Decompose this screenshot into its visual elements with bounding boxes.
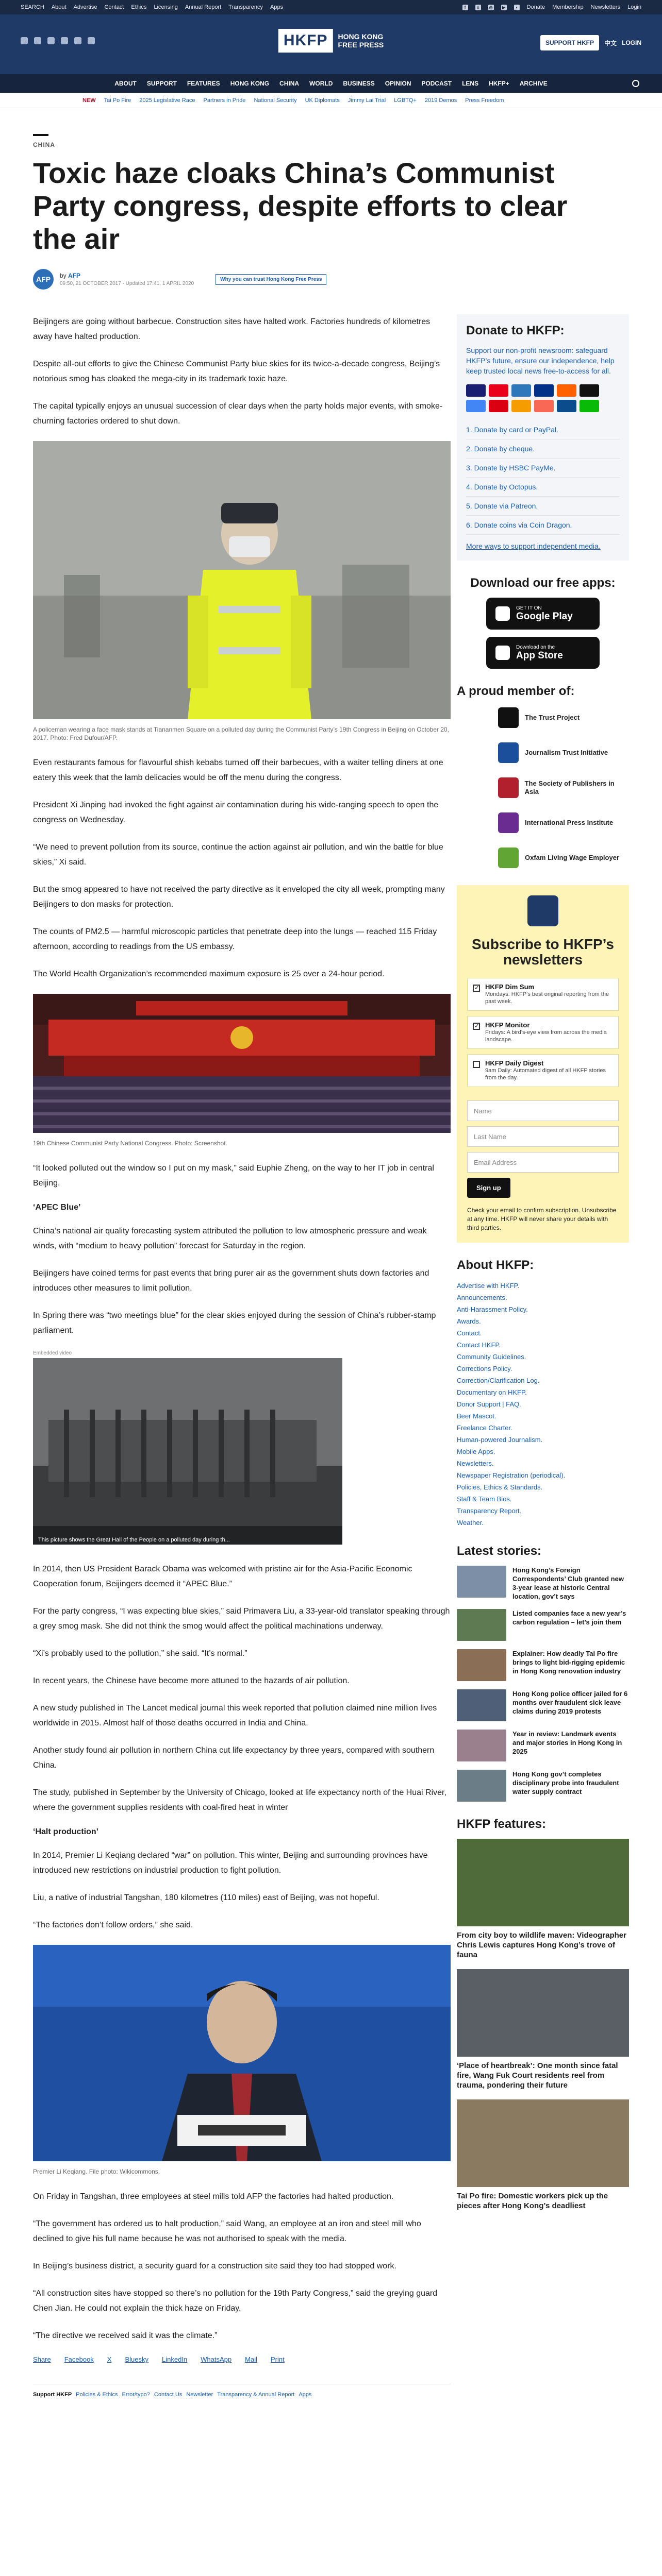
paragraph: “The directive we received said it was the climate.” [33, 2331, 218, 2340]
sopa-logo [498, 777, 519, 798]
about-list [457, 1280, 629, 1529]
trending-link[interactable]: 2025 Legislative Race [139, 97, 195, 104]
feature-image [457, 1969, 629, 2057]
share-bluesky[interactable]: Bluesky [125, 2355, 148, 2363]
memberships-widget [457, 684, 629, 870]
paragraph: China’s national air quality forecasting system attributed the pollution to low atmospheric pressure and weak winds, with “medium to heavy pollution” forecast for Saturday in the region. [33, 1227, 427, 1250]
search-link[interactable]: SEARCH [21, 4, 44, 10]
about-link[interactable]: Community Guidelines. [457, 1353, 526, 1361]
embedded-video[interactable] [33, 1350, 342, 1546]
paragraph: Despite all-out efforts to give the Chinese Communist Party blue skies for its twice-a-decade congress, Beijing’s notorious smog has cloaked the mega-city in its trademark toxic haze. [33, 360, 440, 383]
paragraph: In Beijing’s business district, a security guard for a construction site said they too had stopped work. [33, 2262, 396, 2270]
ipi-logo [498, 812, 519, 833]
article-body [33, 314, 451, 2398]
share-print[interactable]: Print [270, 2355, 285, 2363]
footer-link[interactable]: Newsletter [186, 2392, 213, 2398]
article-dates: 09:50, 21 OCTOBER 2017 · Updated 17:41, 1 APRIL 2020 [60, 281, 194, 286]
oxfam-logo [498, 848, 519, 868]
member-name: The Trust Project [525, 714, 580, 721]
nav-features[interactable]: FEATURES [187, 80, 220, 87]
paragraph: Beijingers are going without barbecue. Construction sites have halted work. Factories hundreds of kilometres away have halted production. [33, 317, 431, 341]
footer-link[interactable]: Apps [299, 2392, 312, 2398]
donate-text[interactable]: Support our non-profit newsroom: safeguard HKFP’s future, ensure our independence, help keep trusted local news free-to-access for all. [466, 346, 615, 375]
about-link[interactable]: Beer Mascot. [457, 1412, 496, 1420]
about-link[interactable]: Anti-Harassment Policy. [457, 1306, 528, 1313]
newsletter-option-dim-sum[interactable] [467, 978, 619, 1011]
paypal-icon[interactable] [534, 384, 554, 397]
trending-link[interactable]: National Security [254, 97, 297, 104]
story-title: Hong Kong’s Foreign Correspondents’ Club granted new 3-year lease at historic Central location, gov’t says [512, 1566, 624, 1600]
latest-story[interactable] [457, 1689, 629, 1721]
about-link[interactable]: Announcements. [457, 1294, 507, 1301]
about-link[interactable]: Newsletters. [457, 1460, 494, 1467]
newsletter-desc: Fridays: A bird’s-eye view from across the media landscape. [485, 1029, 607, 1043]
latest-story[interactable] [457, 1566, 629, 1601]
google-play-button[interactable] [486, 598, 600, 630]
story-title: Hong Kong gov’t completes disciplinary probe into fraudulent water supply contract [512, 1770, 619, 1795]
latest-story[interactable] [457, 1730, 629, 1761]
newsletter-widget [457, 885, 629, 1243]
paragraph: The capital typically enjoys an unusual succession of clear days when the party holds major events, with smoke-churning factories ordered to shut down. [33, 402, 443, 426]
about-link[interactable]: Contact. [457, 1329, 482, 1337]
about-link[interactable]: Contact HKFP. [457, 1341, 501, 1349]
newsletter-name: HKFP Dim Sum [485, 983, 535, 991]
photo-policeman [33, 441, 451, 719]
top-link-transparency[interactable]: Transparency [228, 4, 263, 10]
sidebar [457, 314, 629, 2220]
top-link-ethics[interactable]: Ethics [131, 4, 147, 10]
story-thumbnail [457, 1609, 506, 1641]
about-link[interactable]: Weather. [457, 1519, 484, 1527]
latest-story[interactable] [457, 1609, 629, 1641]
member-oxfam[interactable] [498, 846, 629, 870]
paragraph: President Xi Jinping had invoked the fight against air contamination during his wide-ranging speech to open the congress on Wednesday. [33, 801, 439, 824]
article-footer-links [33, 2384, 451, 2398]
paragraph: The study, published in September by the University of Chicago, looked at life expectancy north of the Huai River, where the government supplies residents with coal-fired heat in winter [33, 1788, 446, 1812]
embed-label: Embedded video [33, 1350, 72, 1356]
donate-method[interactable]: 5. Donate via Patreon. [466, 497, 620, 516]
trending-link[interactable]: Jimmy Lai Trial [347, 97, 386, 104]
photo-congress [33, 994, 451, 1133]
logo-mark: HKFP [278, 29, 333, 53]
rss-icon[interactable]: ◗ [514, 5, 520, 10]
paragraph: In 2014, then US President Barack Obama was welcomed with pristine air for the Asia-Pacific Economic Cooperation forum, Beijingers deemed it “APEC Blue.” [33, 1565, 412, 1588]
about-title: About HKFP: [457, 1258, 534, 1272]
paragraph: In Spring there was “two meetings blue” for the clear skies enjoyed during the session of China’s rubber-stamp parliament. [33, 1311, 436, 1335]
photo-li-keqiang [33, 1945, 451, 2161]
donate-method[interactable]: 2. Donate by cheque. [466, 439, 620, 459]
checkbox-checked[interactable] [473, 985, 480, 992]
apple-pay-icon[interactable] [580, 384, 599, 397]
top-link-apps[interactable]: Apps [270, 4, 284, 10]
first-name-field[interactable]: Name [467, 1100, 619, 1121]
photo-caption: A policeman wearing a face mask stands at Tiananmen Square on a polluted day during the Communist Party’s 19th Congress in Beijing on October 20, 2017. Photo: Fred Dufour/AFP. [33, 726, 449, 741]
email-field[interactable]: Email Address [467, 1152, 619, 1173]
newsletter-name: HKFP Daily Digest [485, 1059, 544, 1067]
paragraph: A new study published in The Lancet medical journal this week reported that pollution claimed nine million lives worldwide in 2015. Almost half of those deaths occurred in India and China. [33, 1704, 437, 1727]
about-link[interactable]: Human-powered Journalism. [457, 1436, 543, 1444]
mastercard-icon[interactable] [489, 384, 508, 397]
trending-link[interactable]: LGBTQ+ [394, 97, 417, 104]
top-link-login[interactable]: Login [627, 4, 641, 10]
newsletter-icon [527, 895, 558, 926]
instagram-icon[interactable] [47, 37, 55, 44]
nav-china[interactable]: CHINA [279, 80, 300, 87]
about-link[interactable]: Advertise with HKFP. [457, 1282, 520, 1290]
share-x[interactable]: X [107, 2355, 112, 2363]
x-icon[interactable]: x [475, 5, 481, 10]
share-mail[interactable]: Mail [245, 2355, 257, 2363]
feature-image [457, 1839, 629, 1926]
subheading: ‘APEC Blue’ [33, 1203, 81, 1212]
paragraph: In recent years, the Chinese have become more attuned to the hazards of air pollution. [33, 1676, 350, 1685]
site-logo[interactable] [278, 29, 384, 53]
paragraph: “The factories don’t follow orders,” she said. [33, 1921, 193, 1929]
paragraph: “It looked polluted out the window so I put on my mask,” said Euphie Zheng, on the way to her IT job in central Beijing. [33, 1164, 434, 1188]
nav-archive[interactable]: ARCHIVE [519, 80, 548, 87]
footer-link[interactable]: Contact Us [154, 2392, 183, 2398]
google-pay-icon[interactable] [466, 400, 486, 412]
support-hkfp-link[interactable]: Support HKFP [33, 2392, 72, 2398]
top-link-annual-report[interactable]: Annual Report [185, 4, 222, 10]
youtube-icon[interactable]: ▶ [501, 5, 507, 10]
latest-title: Latest stories: [457, 1544, 542, 1558]
donate-method[interactable]: 3. Donate by HSBC PayMe. [466, 459, 620, 478]
about-link[interactable]: Awards. [457, 1317, 481, 1325]
paragraph: On Friday in Tangshan, three employees at steel mills told AFP the factories had halted production. [33, 2192, 394, 2201]
top-link-about[interactable]: About [51, 4, 67, 10]
top-link-donate[interactable]: Donate [526, 4, 545, 10]
feature-title: From city boy to wildlife maven: Videographer Chris Lewis captures Hong Kong’s trove of fauna [457, 1931, 626, 1959]
about-link[interactable]: Documentary on HKFP. [457, 1388, 527, 1396]
paragraph: For the party congress, “I was expecting blue skies,” said Primavera Liu, a 33-year-old translator speaking through a grey smog mask. She did not think the smog would affect the political machinations underway. [33, 1607, 450, 1631]
story-title: Hong Kong police officer jailed for 6 months over fraudulent sick leave claims during 2019 protests [512, 1690, 628, 1715]
patreon-icon[interactable] [534, 400, 554, 412]
nav-lens[interactable]: LENS [462, 80, 479, 87]
paragraph: Even restaurants famous for flavourful shish kebabs turned off their barbecues, with a waiter telling diners at one eatery this week that the lamb delicacies would be off the menu during the congress. [33, 758, 443, 782]
story-thumbnail [457, 1566, 506, 1598]
google-play-small: GET IT ON [516, 605, 542, 611]
main-nav [0, 74, 662, 93]
logo-line-1: HONG KONG [338, 32, 384, 41]
donation-methods-list [466, 420, 620, 535]
language-link[interactable]: 中文 [604, 39, 617, 47]
facebook-icon[interactable]: f [462, 5, 468, 10]
unionpay-icon[interactable] [557, 400, 576, 412]
nav-opinion[interactable]: OPINION [385, 80, 411, 87]
paragraph: The World Health Organization’s recommended maximum exposure is 25 over a 24-hour period. [33, 970, 385, 978]
member-ipi[interactable] [498, 811, 629, 835]
nav-business[interactable]: BUSINESS [343, 80, 375, 87]
feature-title: Tai Po fire: Domestic workers pick up the pieces after Hong Kong’s deadliest [457, 2192, 608, 2210]
story-title: Year in review: Landmark events and major stories in Hong Kong in 2025 [512, 1730, 622, 1755]
photo-caption: Premier Li Keqiang. File photo: Wikicommons. [33, 2168, 160, 2175]
top-link-advertise[interactable]: Advertise [73, 4, 97, 10]
about-widget [457, 1258, 629, 1529]
member-name: Journalism Trust Initiative [525, 749, 608, 756]
trending-link[interactable]: Partners in Pride [203, 97, 246, 104]
app-store-button[interactable] [486, 637, 600, 669]
feature-story[interactable] [457, 2099, 629, 2211]
newsletter-desc: 9am Daily: Automated digest of all HKFP stories from the day. [485, 1067, 606, 1081]
nav-hong-kong[interactable]: HONG KONG [230, 80, 270, 87]
share-linkedin[interactable]: LinkedIn [162, 2355, 188, 2363]
app-store-small: Download on the [516, 644, 555, 650]
top-link-membership[interactable]: Membership [552, 4, 584, 10]
visa-icon[interactable] [466, 384, 486, 397]
newsletter-note: Check your email to confirm subscription. Unsubscribe at any time. HKFP will never share your details with third parties. [467, 1207, 617, 1231]
about-link[interactable]: Policies, Ethics & Standards. [457, 1483, 543, 1491]
checkbox-unchecked[interactable] [473, 1061, 480, 1068]
wechat-pay-icon[interactable] [580, 400, 599, 412]
x-icon[interactable] [34, 37, 41, 44]
feature-story[interactable] [457, 1969, 629, 2090]
trending-link[interactable]: 2019 Demos [424, 97, 457, 104]
paragraph: “We need to prevent pollution from its source, continue the action against air pollution, and win the battle for blue skies,” Xi said. [33, 843, 443, 867]
paragraph: Liu, a native of industrial Tangshan, 180 kilometres (110 miles) east of Beijing, was not hopeful. [33, 1893, 379, 1902]
member-name: International Press Institute [525, 819, 614, 826]
member-sopa[interactable] [498, 776, 629, 800]
jti-logo [498, 742, 519, 763]
about-link[interactable]: Corrections Policy. [457, 1365, 512, 1372]
article-title: Toxic haze cloaks China’s Communist Party congress, despite efforts to clear the air [33, 157, 568, 255]
about-link[interactable]: Transparency Report. [457, 1507, 522, 1515]
octopus-icon[interactable] [511, 400, 531, 412]
story-thumbnail [457, 1689, 506, 1721]
share-label: Share [33, 2355, 51, 2363]
masthead [0, 14, 662, 74]
share-facebook[interactable]: Facebook [64, 2355, 94, 2363]
apps-widget [457, 576, 629, 669]
newsletter-title: Subscribe to HKFP’s newsletters [472, 936, 614, 968]
article-header [33, 134, 629, 290]
share-bar [33, 2355, 451, 2363]
photo-caption: 19th Chinese Communist Party National Congress. Photo: Screenshot. [33, 1140, 227, 1147]
newsletter-name: HKFP Monitor [485, 1021, 530, 1029]
nav-about[interactable]: ABOUT [114, 80, 137, 87]
logo-line-2: FREE PRESS [338, 41, 384, 49]
story-thumbnail [457, 1649, 506, 1681]
checkbox-checked[interactable] [473, 1023, 480, 1030]
apple-icon [495, 646, 510, 660]
sign-up-button[interactable]: Sign up [467, 1178, 510, 1198]
newsletter-desc: Mondays: HKFP’s best original reporting from the past week. [485, 991, 609, 1005]
paragraph: In 2014, Premier Li Keqiang declared “war” on pollution. This winter, Beijing and surrounding provinces have introduced new restrictions on industrial production to fight pollution. [33, 1851, 428, 1875]
google-play-big: Google Play [516, 611, 573, 622]
app-store-big: App Store [516, 650, 563, 661]
about-link[interactable]: Staff & Team Bios. [457, 1495, 512, 1503]
apps-title: Download our free apps: [470, 576, 616, 590]
amex-icon[interactable] [511, 384, 531, 397]
features-title: HKFP features: [457, 1817, 546, 1831]
member-trust-project[interactable] [498, 706, 629, 730]
paragraph: Beijingers have coined terms for past events that bring purer air as the government shuts down factories and introduces other measures to limit pollution. [33, 1269, 429, 1293]
search-icon[interactable] [632, 80, 639, 87]
instagram-icon[interactable]: ◎ [488, 5, 494, 10]
member-title: A proud member of: [457, 684, 575, 698]
donate-widget [457, 314, 629, 561]
top-link-newsletters[interactable]: Newsletters [590, 4, 621, 10]
telegram-icon[interactable] [88, 37, 95, 44]
paragraph: “Xi’s probably used to the pollution,” she said. “It’s normal.” [33, 1649, 247, 1658]
donate-method[interactable]: 6. Donate coins via Coin Dragon. [466, 516, 620, 535]
paragraph: The counts of PM2.5 — harmful microscopic particles that penetrate deep into the lungs — reached 115 Friday afternoon, according to readings from the US embassy. [33, 927, 437, 951]
donate-title: Donate to HKFP: [466, 324, 565, 337]
author-avatar: AFP [33, 269, 54, 290]
trust-project-logo [498, 707, 519, 728]
li-keqiang-photo [33, 1945, 451, 2161]
share-whatsapp[interactable]: WhatsApp [201, 2355, 232, 2363]
newsletter-option-daily-digest[interactable] [467, 1054, 619, 1087]
top-link-contact[interactable]: Contact [104, 4, 124, 10]
trending-link[interactable]: Tai Po Fire [104, 97, 131, 104]
latest-stories-widget [457, 1544, 629, 1802]
subheading: ‘Halt production’ [33, 1827, 99, 1836]
support-hkfp-button[interactable]: SUPPORT HKFP [540, 35, 599, 50]
about-link[interactable]: Donor Support | FAQ. [457, 1400, 521, 1408]
footer-link[interactable]: Transparency & Annual Report [217, 2392, 295, 2398]
top-link-licensing[interactable]: Licensing [154, 4, 178, 10]
section-label[interactable]: CHINA [33, 141, 55, 148]
new-badge: NEW [82, 97, 96, 104]
nav-hkfp-plus[interactable]: HKFP+ [489, 80, 509, 87]
story-title: Explainer: How deadly Tai Po fire brings to light bid-rigging epidemic in Hong Kong renovation industry [512, 1650, 625, 1675]
nav-support[interactable]: SUPPORT [146, 80, 177, 87]
last-name-field[interactable]: Last Name [467, 1126, 619, 1147]
feature-story[interactable] [457, 1839, 629, 1960]
congress-photo [33, 994, 451, 1133]
donate-method[interactable]: 4. Donate by Octopus. [466, 478, 620, 497]
story-thumbnail [457, 1770, 506, 1802]
linkedin-icon[interactable] [74, 37, 81, 44]
about-link[interactable]: Correction/Clarification Log. [457, 1377, 540, 1384]
top-utility-bar [0, 0, 662, 14]
google-play-icon [495, 606, 510, 621]
video-thumbnail [33, 1358, 342, 1545]
donate-method[interactable]: 1. Donate by card or PayPal. [466, 420, 620, 439]
video-caption: This picture shows the Great Hall of the People on a polluted day during th... [38, 1537, 230, 1543]
paragraph: “All construction sites have stopped so there’s no pollution for the 19th Party Congress,” said the greying guard Chen Jian. He could not explain the thick haze on Friday. [33, 2289, 438, 2313]
youtube-icon[interactable] [61, 37, 68, 44]
kicker-rule [33, 134, 48, 136]
author-link[interactable]: AFP [68, 272, 81, 279]
trending-link[interactable]: Press Freedom [465, 97, 504, 104]
paragraph: “The government has ordered us to halt production,” said Wang, an employee at an iron and steel mill who declined to give his full name because he was not authorised to speak with the media. [33, 2219, 421, 2243]
latest-story[interactable] [457, 1770, 629, 1802]
member-name: Oxfam Living Wage Employer [525, 854, 620, 861]
about-link[interactable]: Mobile Apps. [457, 1448, 495, 1455]
story-title: Listed companies face a new year’s carbon regulation – let’s join them [512, 1609, 626, 1626]
trending-nav [0, 93, 662, 108]
feature-title: ‘Place of heartbreak’: One month since fatal fire, Wang Fuk Court residents reel from trauma, pondering their future [457, 2061, 618, 2090]
latest-story[interactable] [457, 1649, 629, 1681]
nav-world[interactable]: WORLD [309, 80, 333, 87]
features-widget [457, 1817, 629, 2211]
byline: AFP by AFP 09:50, 21 OCTOBER 2017 · Updated 17:41, 1 APRIL 2020 Why you can trust Hong Kong Free Press [33, 269, 629, 290]
paragraph: But the smog appeared to have not received the party directive as it enveloped the city all week, prompting many Beijingers to don masks for protection. [33, 885, 445, 909]
member-jti[interactable] [498, 741, 629, 765]
newsletter-option-monitor[interactable] [467, 1016, 619, 1049]
more-ways-link[interactable]: More ways to support independent media. [466, 542, 601, 550]
nav-podcast[interactable]: PODCAST [421, 80, 452, 87]
facebook-icon[interactable] [21, 37, 28, 44]
about-link[interactable]: Newspaper Registration (periodical). [457, 1471, 566, 1479]
payment-methods [466, 384, 620, 412]
payme-icon[interactable] [489, 400, 508, 412]
footer-link[interactable]: Error/typo? [122, 2392, 150, 2398]
policeman-photo [33, 441, 451, 719]
why-trust-button[interactable]: Why you can trust Hong Kong Free Press [216, 274, 326, 285]
paragraph: Another study found air pollution in northern China cut life expectancy by three years, compared with southern China. [33, 1746, 435, 1770]
feature-image [457, 2099, 629, 2187]
discover-icon[interactable] [557, 384, 576, 397]
about-link[interactable]: Freelance Charter. [457, 1424, 512, 1432]
footer-link[interactable]: Policies & Ethics [76, 2392, 118, 2398]
story-thumbnail [457, 1730, 506, 1761]
trending-link[interactable]: UK Diplomats [305, 97, 340, 104]
member-name: The Society of Publishers in Asia [524, 779, 615, 795]
login-link[interactable]: LOGIN [622, 39, 641, 46]
